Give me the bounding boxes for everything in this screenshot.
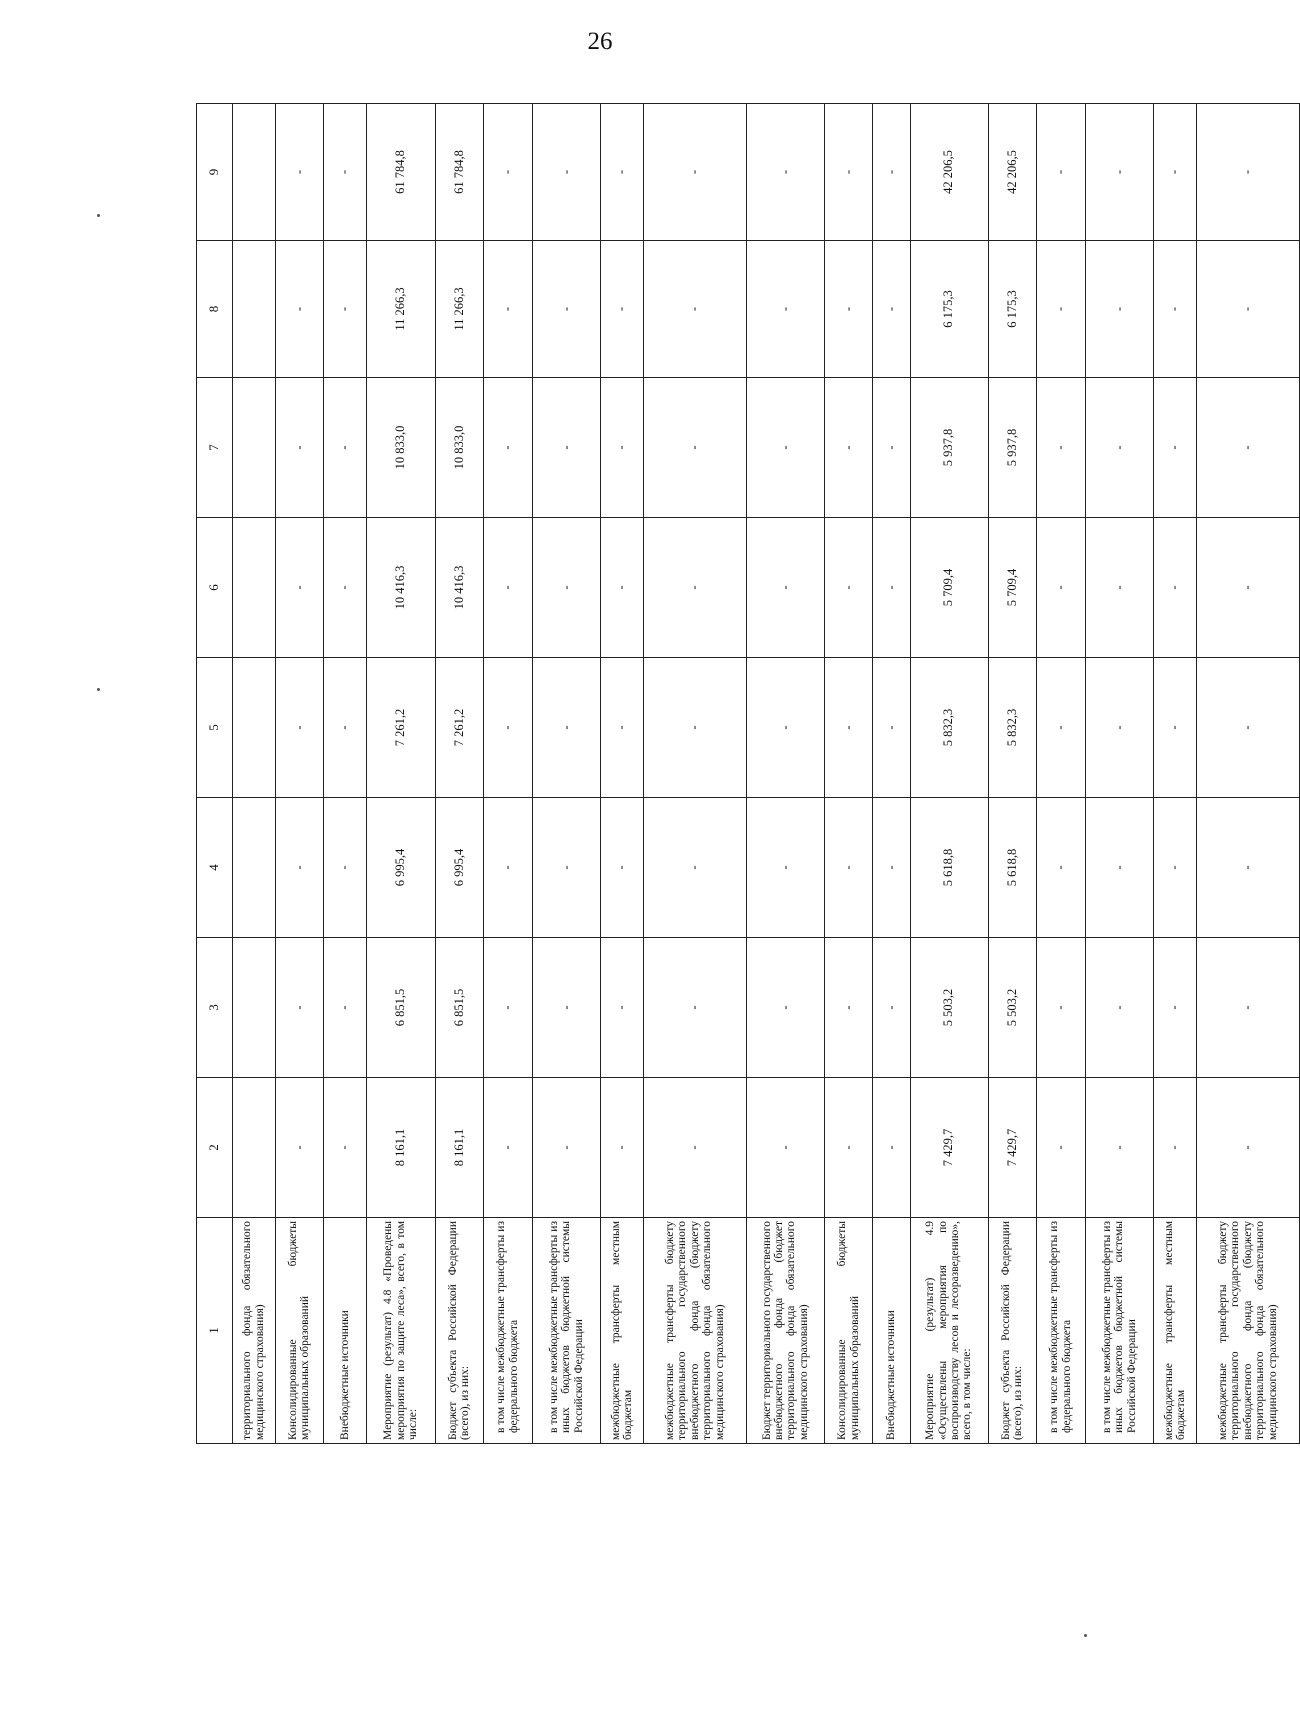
value-cell: - (532, 938, 601, 1078)
value-cell: - (1197, 378, 1300, 518)
value-cell: - (1085, 1078, 1154, 1218)
value-cell: - (1085, 798, 1154, 938)
value-cell: 6 175,3 (988, 241, 1037, 378)
value-cell: 10 833,0 (435, 378, 484, 518)
value-cell: - (532, 798, 601, 938)
table-row (644, 104, 747, 1444)
column-header-2: 2 (197, 1078, 233, 1218)
value-cell: 10 833,0 (366, 378, 435, 518)
value-cell: - (1154, 104, 1197, 241)
value-cell: - (1154, 798, 1197, 938)
value-cell: - (1197, 518, 1300, 658)
value-cell: - (1197, 798, 1300, 938)
value-cell (233, 378, 276, 518)
value-cell: - (873, 241, 910, 378)
table-row (1085, 104, 1154, 1444)
value-cell: - (824, 658, 873, 798)
value-cell: - (1085, 241, 1154, 378)
value-cell: - (873, 1078, 910, 1218)
value-cell: 8 161,1 (435, 1078, 484, 1218)
value-cell: - (1197, 938, 1300, 1078)
value-cell: - (1085, 104, 1154, 241)
value-cell: - (644, 104, 747, 241)
table-row (324, 104, 367, 1444)
value-cell: - (601, 378, 644, 518)
value-cell: - (484, 518, 533, 658)
value-cell: - (644, 241, 747, 378)
value-cell: - (644, 378, 747, 518)
table-row (601, 104, 644, 1444)
value-cell: - (824, 938, 873, 1078)
row-label: Бюджет субъекта Российской Федерации (всего), из них: (988, 1218, 1037, 1444)
value-cell: - (532, 241, 601, 378)
column-header-1: 1 (197, 1218, 233, 1444)
value-cell: 7 261,2 (435, 658, 484, 798)
table-header-row (197, 104, 233, 1444)
value-cell: - (601, 241, 644, 378)
value-cell: 5 709,4 (910, 518, 988, 658)
value-cell: - (324, 1078, 367, 1218)
row-label: территориального фонда обязательного медицинского страхования) (233, 1218, 276, 1444)
value-cell: - (1154, 938, 1197, 1078)
value-cell: - (532, 1078, 601, 1218)
value-cell: - (1037, 1078, 1086, 1218)
value-cell: - (1037, 658, 1086, 798)
value-cell: - (1085, 938, 1154, 1078)
value-cell: - (324, 798, 367, 938)
row-label: в том числе межбюджетные трансферты из иных бюджетов бюджетной системы Российской Федерации (1085, 1218, 1154, 1444)
value-cell: 6 851,5 (366, 938, 435, 1078)
value-cell: - (873, 378, 910, 518)
value-cell: - (275, 104, 324, 241)
budget-table-container (196, 104, 1300, 1444)
table-row (873, 104, 910, 1444)
value-cell: 5 618,8 (988, 798, 1037, 938)
value-cell: - (1037, 241, 1086, 378)
value-cell: - (1085, 378, 1154, 518)
value-cell: - (644, 798, 747, 938)
value-cell: - (275, 658, 324, 798)
value-cell: 5 618,8 (910, 798, 988, 938)
table-row (1037, 104, 1086, 1444)
row-label: Мероприятие (результат) 4.8 «Проведены мероприятия по защите леса», всего, в том числе: (366, 1218, 435, 1444)
value-cell: 42 206,5 (910, 104, 988, 241)
table-row (275, 104, 324, 1444)
value-cell: - (873, 938, 910, 1078)
value-cell: - (275, 518, 324, 658)
scan-speck (97, 214, 100, 217)
row-label: Мероприятие (результат) 4.9 «Осуществлены мероприятия по воспроизводству лесов и лесоразведению», всего, в том числе: (910, 1218, 988, 1444)
value-cell: - (1085, 658, 1154, 798)
row-label: Консолидированные бюджеты муниципальных образований (824, 1218, 873, 1444)
value-cell: - (1154, 378, 1197, 518)
value-cell: 10 416,3 (435, 518, 484, 658)
value-cell: 5 937,8 (988, 378, 1037, 518)
value-cell: 42 206,5 (988, 104, 1037, 241)
value-cell: 6 851,5 (435, 938, 484, 1078)
value-cell: - (1154, 1078, 1197, 1218)
value-cell: - (1037, 104, 1086, 241)
value-cell: - (1037, 518, 1086, 658)
value-cell (233, 658, 276, 798)
value-cell: 61 784,8 (366, 104, 435, 241)
row-label: Внебюджетные источники (324, 1218, 367, 1444)
value-cell: - (746, 104, 824, 241)
value-cell: - (873, 518, 910, 658)
row-label: межбюджетные трансферты бюджету территориального государственного внебюджетного фонда (бюджету территориального фонда обязательного медицинского страхования) (1197, 1218, 1300, 1444)
value-cell: - (746, 378, 824, 518)
value-cell: - (1197, 658, 1300, 798)
value-cell: - (824, 104, 873, 241)
value-cell: 6 995,4 (366, 798, 435, 938)
table-row (746, 104, 824, 1444)
column-header-3: 3 (197, 938, 233, 1078)
value-cell: 61 784,8 (435, 104, 484, 241)
row-label: Консолидированные бюджеты муниципальных образований (275, 1218, 324, 1444)
row-label: в том числе межбюджетные трансферты из федерального бюджета (484, 1218, 533, 1444)
column-header-8: 8 (197, 241, 233, 378)
value-cell: - (746, 1078, 824, 1218)
value-cell: - (484, 798, 533, 938)
value-cell: - (824, 518, 873, 658)
value-cell (233, 518, 276, 658)
value-cell: - (746, 241, 824, 378)
value-cell: - (275, 378, 324, 518)
row-label: Бюджет территориального государственного внебюджетного фонда (бюджет территориального фонда обязательного медицинского страхования) (746, 1218, 824, 1444)
table-row (435, 104, 484, 1444)
scan-speck (1084, 1634, 1087, 1637)
value-cell (233, 241, 276, 378)
table-row (910, 104, 988, 1444)
value-cell: 6 995,4 (435, 798, 484, 938)
value-cell: - (275, 241, 324, 378)
column-header-7: 7 (197, 378, 233, 518)
value-cell: - (873, 104, 910, 241)
value-cell: - (601, 938, 644, 1078)
value-cell: - (644, 658, 747, 798)
table-row (366, 104, 435, 1444)
row-label: в том числе межбюджетные трансферты из федерального бюджета (1037, 1218, 1086, 1444)
value-cell: - (601, 1078, 644, 1218)
value-cell: - (873, 798, 910, 938)
value-cell: - (644, 938, 747, 1078)
value-cell: 6 175,3 (910, 241, 988, 378)
value-cell: 7 261,2 (366, 658, 435, 798)
value-cell: 8 161,1 (366, 1078, 435, 1218)
value-cell: - (484, 104, 533, 241)
table-row (1197, 104, 1300, 1444)
table-row (824, 104, 873, 1444)
value-cell (233, 938, 276, 1078)
value-cell: - (746, 518, 824, 658)
column-header-9: 9 (197, 104, 233, 241)
value-cell: - (324, 938, 367, 1078)
row-label: межбюджетные трансферты бюджету территориального государственного внебюджетного фонда (бюджету территориального фонда обязательного медицинского страхования) (644, 1218, 747, 1444)
scan-speck (97, 688, 100, 691)
value-cell: - (824, 241, 873, 378)
value-cell: - (484, 378, 533, 518)
value-cell: 5 709,4 (988, 518, 1037, 658)
value-cell: - (1197, 241, 1300, 378)
value-cell: - (324, 518, 367, 658)
value-cell: - (532, 104, 601, 241)
value-cell: - (824, 378, 873, 518)
row-label: в том числе межбюджетные трансферты из иных бюджетов бюджетной системы Российской Федерации (532, 1218, 601, 1444)
value-cell: - (644, 1078, 747, 1218)
value-cell: - (601, 104, 644, 241)
value-cell: - (1085, 518, 1154, 658)
column-header-5: 5 (197, 658, 233, 798)
value-cell: - (1154, 518, 1197, 658)
value-cell: - (532, 518, 601, 658)
value-cell: - (324, 104, 367, 241)
value-cell: 5 503,2 (910, 938, 988, 1078)
value-cell: - (644, 518, 747, 658)
value-cell: 5 503,2 (988, 938, 1037, 1078)
value-cell (233, 798, 276, 938)
value-cell: - (1037, 798, 1086, 938)
value-cell: - (1197, 1078, 1300, 1218)
value-cell: - (275, 938, 324, 1078)
value-cell: - (1197, 104, 1300, 241)
value-cell: 10 416,3 (366, 518, 435, 658)
table-row (988, 104, 1037, 1444)
value-cell: 5 937,8 (910, 378, 988, 518)
value-cell: - (1037, 378, 1086, 518)
value-cell: - (484, 1078, 533, 1218)
row-label: межбюджетные трансферты местным бюджетам (601, 1218, 644, 1444)
column-header-6: 6 (197, 518, 233, 658)
value-cell: - (601, 518, 644, 658)
value-cell: - (324, 378, 367, 518)
value-cell: - (1154, 241, 1197, 378)
budget-table (196, 103, 1300, 1444)
value-cell: - (824, 798, 873, 938)
value-cell: - (532, 658, 601, 798)
page-number: 26 (587, 28, 613, 55)
value-cell: - (275, 798, 324, 938)
value-cell: - (601, 658, 644, 798)
value-cell: 5 832,3 (910, 658, 988, 798)
value-cell: - (1037, 938, 1086, 1078)
value-cell: - (746, 658, 824, 798)
value-cell: - (601, 798, 644, 938)
column-header-4: 4 (197, 798, 233, 938)
row-label: Бюджет субъекта Российской Федерации (всего), из них: (435, 1218, 484, 1444)
value-cell: - (275, 1078, 324, 1218)
value-cell: 5 832,3 (988, 658, 1037, 798)
row-label: Внебюджетные источники (873, 1218, 910, 1444)
table-row (1154, 104, 1197, 1444)
value-cell (233, 104, 276, 241)
value-cell: - (746, 798, 824, 938)
value-cell: - (532, 378, 601, 518)
row-label: межбюджетные трансферты местным бюджетам (1154, 1218, 1197, 1444)
value-cell (233, 1078, 276, 1218)
value-cell: - (484, 658, 533, 798)
value-cell: - (873, 658, 910, 798)
value-cell: - (746, 938, 824, 1078)
value-cell: 11 266,3 (435, 241, 484, 378)
value-cell: - (324, 658, 367, 798)
value-cell: 7 429,7 (988, 1078, 1037, 1218)
value-cell: - (1154, 658, 1197, 798)
table-row (532, 104, 601, 1444)
value-cell: 7 429,7 (910, 1078, 988, 1218)
table-row (484, 104, 533, 1444)
value-cell: - (324, 241, 367, 378)
value-cell: - (484, 938, 533, 1078)
value-cell: - (484, 241, 533, 378)
value-cell: - (824, 1078, 873, 1218)
table-row (233, 104, 276, 1444)
value-cell: 11 266,3 (366, 241, 435, 378)
